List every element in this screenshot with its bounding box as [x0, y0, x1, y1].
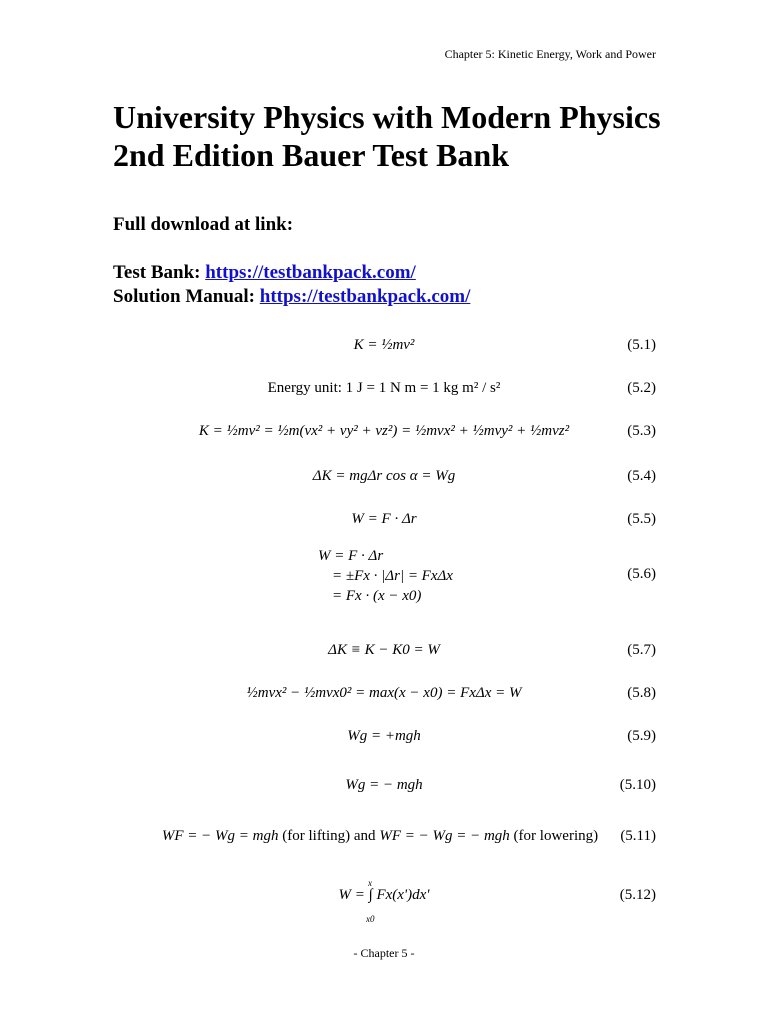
equation-number: (5.10)	[619, 777, 656, 793]
solution-manual-line	[113, 286, 470, 308]
equation-5-12	[0, 878, 768, 924]
page-title: University Physics with Modern Physics 2nd Edition Bauer Test Bank	[113, 99, 661, 173]
equation-expression: Wg = +mgh	[347, 728, 421, 744]
equation-number: (5.2)	[627, 380, 656, 396]
equation-number: (5.9)	[627, 728, 656, 744]
equation-5-4	[0, 464, 768, 488]
equation-expression: ½mvx² − ½mvx0² = max(x − x0) = FxΔx = W	[246, 685, 522, 701]
equation-expression: WF = − Wg = mgh (for lifting) and WF = − Wg = − mgh (for lowering)	[161, 828, 599, 844]
integral-upper-limit: x	[368, 878, 372, 888]
equation-expression: ΔK ≡ K − K0 = W	[328, 642, 440, 658]
equation-number: (5.8)	[627, 685, 656, 701]
equation-5-1	[0, 333, 768, 357]
equation-expression: K = ½mv²	[353, 337, 415, 353]
equation-expression: W = F · Δr	[351, 511, 417, 527]
equation-number: (5.5)	[627, 511, 656, 527]
solution-manual-label: Solution Manual:	[113, 286, 256, 307]
equation-expression: Wg = − mgh	[345, 777, 423, 793]
test-bank-line	[113, 262, 416, 284]
equation-number: (5.7)	[627, 642, 656, 658]
equation-number: (5.4)	[627, 468, 656, 484]
equation-5-10	[0, 773, 768, 797]
equation-number: (5.12)	[619, 887, 656, 903]
download-heading: Full download at link:	[113, 214, 294, 235]
equation-5-8	[0, 681, 768, 705]
equation-5-7	[0, 638, 768, 662]
equation-expression: Energy unit: 1 J = 1 N m = 1 kg m² / s²	[267, 380, 501, 396]
equation-lines	[318, 546, 453, 606]
equation-5-2	[0, 376, 768, 400]
equation-expression: ΔK = mgΔr cos α = Wg	[312, 468, 456, 484]
equation-5-3	[0, 419, 768, 443]
equation-expression: K = ½mv² = ½m(vx² + vy² + vz²) = ½mvx² + ½mvy² + ½mvz²	[198, 423, 570, 439]
page-footer: - Chapter 5 -	[353, 946, 415, 960]
test-bank-label: Test Bank:	[113, 262, 201, 283]
solution-manual-link[interactable]: https://testbankpack.com/	[259, 286, 471, 307]
equation-line: = ±Fx · |Δr| = FxΔx	[332, 568, 453, 584]
equation-5-5	[0, 507, 768, 531]
equation-5-6	[0, 546, 768, 618]
equation-5-9	[0, 724, 768, 748]
equation-expression: W = ∫ Fx(x')dx'	[338, 887, 430, 903]
equation-5-11	[0, 824, 768, 848]
equation-number: (5.3)	[627, 423, 656, 439]
equation-line: W = F · Δr	[318, 548, 384, 564]
test-bank-link[interactable]: https://testbankpack.com/	[205, 262, 416, 283]
equation-number: (5.11)	[620, 828, 656, 844]
running-head: Chapter 5: Kinetic Energy, Work and Power	[444, 47, 656, 61]
equation-number: (5.1)	[627, 337, 656, 353]
equation-line: = Fx · (x − x0)	[332, 588, 422, 604]
equation-label: Energy unit:	[267, 380, 342, 396]
equation-number: (5.6)	[627, 566, 656, 582]
integral-lower-limit: x0	[366, 914, 375, 924]
